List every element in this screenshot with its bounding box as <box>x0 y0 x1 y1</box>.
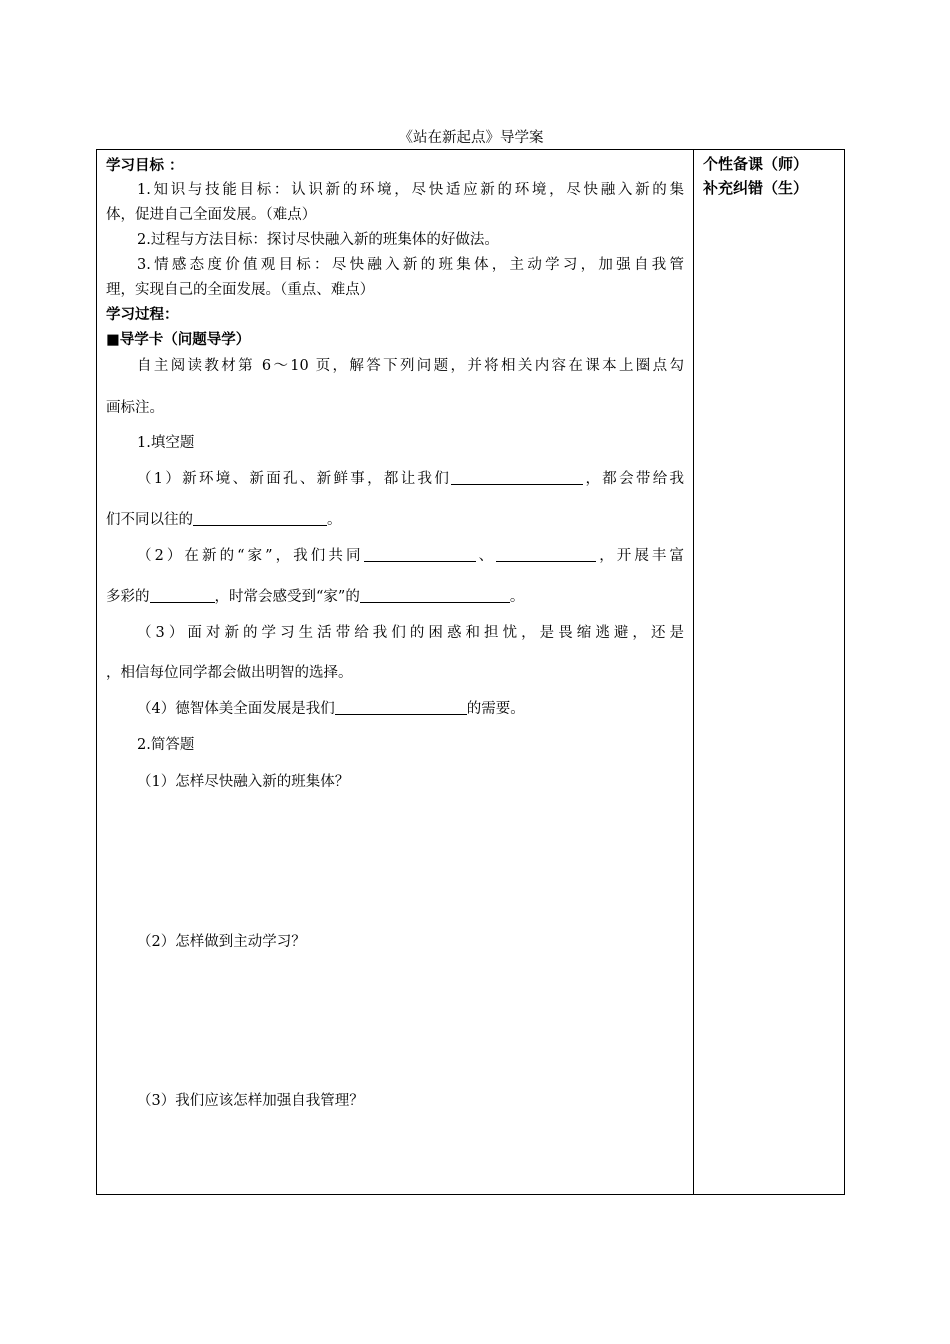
intro-line-2: 画标注。 <box>106 400 164 416</box>
intro-line-1: 自主阅读教材第 6～10 页，解答下列问题，并将相关内容在课本上圈点勾 <box>137 358 684 374</box>
fill-q4-text-b: 的需要。 <box>466 701 525 717</box>
fill-q3-line-2: ，相信每位同学都会做出明智的选择。 <box>106 665 353 681</box>
fill-q1-line-2 <box>106 508 684 529</box>
side-label-student: 补充纠错（生） <box>703 179 809 197</box>
fill-q2-blank-2[interactable] <box>496 547 596 562</box>
short-q2: （2）怎样做到主动学习？ <box>137 934 306 950</box>
fill-q4 <box>137 697 684 718</box>
fill-q2-text-d: 多彩的 <box>106 589 150 605</box>
page-title: 《站在新起点》导学案 <box>398 130 544 146</box>
side-label-teacher: 个性备课（师） <box>703 155 809 173</box>
side-column <box>703 152 808 200</box>
objective-1-line-1: 1.知识与技能目标：认识新的环境，尽快适应新的环境，尽快融入新的集 <box>137 182 684 198</box>
fill-q1-text-b: ，都会带给我 <box>583 471 685 487</box>
fill-heading: 1.填空题 <box>137 435 195 451</box>
objective-2: 2.过程与方法目标：探讨尽快融入新的班集体的好做法。 <box>137 232 499 248</box>
fill-q1-text-a: （1）新环境、新面孔、新鲜事，都让我们 <box>137 471 452 487</box>
fill-q1-text-c: 们不同以往的 <box>106 512 193 528</box>
short-heading: 2.简答题 <box>137 737 195 753</box>
fill-q1-blank-1[interactable] <box>451 470 583 485</box>
objective-3-line-1: 3.情感态度价值观目标：尽快融入新的班集体，主动学习，加强自我管 <box>137 257 684 273</box>
column-divider <box>693 150 694 1194</box>
fill-q2-line-1 <box>137 544 684 565</box>
fill-q2-text-a: （2）在新的“家”，我们共同 <box>137 548 364 564</box>
fill-q2-blank-4[interactable] <box>360 588 510 603</box>
fill-q2-text-c: ，开展丰富 <box>596 548 684 564</box>
objective-1-line-2: 体，促进自己全面发展。（难点） <box>106 207 317 223</box>
fill-q2-text-b: 、 <box>475 548 497 564</box>
fill-q4-text-a: （4）德智体美全面发展是我们 <box>137 701 335 717</box>
fill-q2-blank-1[interactable] <box>364 547 476 562</box>
fill-q3-line-1: （3）面对新的学习生活带给我们的困惑和担忧，是畏缩逃避，还是 <box>137 625 684 641</box>
fill-q1-text-d: 。 <box>327 512 342 528</box>
worksheet-table <box>96 149 845 1195</box>
process-heading: 学习过程： <box>106 307 179 323</box>
fill-q2-blank-3[interactable] <box>150 588 215 603</box>
objective-3-line-2: 理，实现自己的全面发展。（重点、难点） <box>106 282 375 298</box>
short-q3: （3）我们应该怎样加强自我管理？ <box>137 1093 364 1109</box>
guide-card-heading: ■导学卡（问题导学） <box>106 332 251 348</box>
fill-q2-line-2 <box>106 585 684 606</box>
fill-q1-blank-2[interactable] <box>193 511 327 526</box>
fill-q2-text-f: 。 <box>509 589 525 605</box>
short-q1: （1）怎样尽快融入新的班集体？ <box>137 774 350 790</box>
fill-q4-blank[interactable] <box>335 700 467 715</box>
objectives-heading: 学习目标 ： <box>106 158 184 174</box>
fill-q2-text-e: ，时常会感受到“家”的 <box>214 589 360 605</box>
fill-q1-line-1 <box>137 467 684 488</box>
